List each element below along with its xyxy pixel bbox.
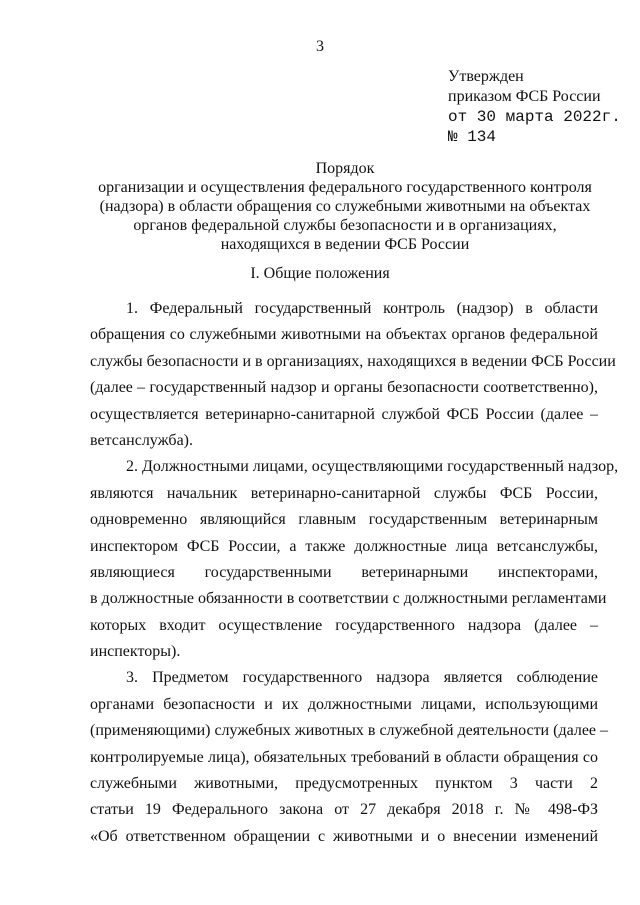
approval-line-order: приказом ФСБ России [448, 88, 601, 105]
title-line-3: (надзора) в области обращения со служебными животными на объектах [99, 198, 591, 215]
paragraph-line: инспекторы). [90, 643, 181, 661]
paragraph-line: органами безопасности и их должностными лицами, использующими [90, 695, 598, 713]
title-line-1: Порядок [315, 160, 375, 177]
paragraph-line: служебными животными, предусмотренных пунктом 3 части 2 [90, 775, 598, 793]
paragraph-line: (применяющими) служебных животных в служебной деятельности (далее – [90, 722, 609, 740]
paragraph-line: одновременно являющийся главным государственным ветеринарным [90, 511, 598, 529]
page-number: 3 [316, 38, 324, 55]
approval-stamp [448, 67, 621, 147]
approval-line-date: от 30 марта 2022г. [448, 108, 621, 126]
paragraph-1 [90, 296, 616, 454]
paragraph-line: ветсанслужба). [90, 431, 193, 449]
title-line-5: находящихся в ведении ФСБ России [220, 236, 470, 253]
title-line-4: органов федеральной службы безопасности и в организациях, [133, 217, 557, 234]
body-text [90, 296, 619, 850]
paragraph-line: обращения со служебными животными на объектах органов федеральной [90, 326, 598, 344]
paragraph-line: в должностные обязанности в соответствии с должностными регламентами [90, 590, 607, 608]
paragraph-line: являются начальник ветеринарно-санитарной службы ФСБ России, [90, 484, 598, 502]
title-line-2: организации и осуществления федерального государственного контроля [98, 179, 592, 196]
document-title [90, 159, 600, 254]
paragraph-line: которых входит осуществление государственного надзора (далее – [90, 616, 598, 634]
paragraph-line: «Об ответственном обращении с животными и о внесении изменений [90, 827, 598, 845]
approval-line-number: № 134 [448, 128, 497, 146]
paragraph-3 [90, 665, 609, 850]
paragraph-2 [90, 454, 619, 665]
paragraph-line: (далее – государственный надзор и органы безопасности соответственно), [90, 379, 598, 397]
paragraph-line: являющиеся государственными ветеринарными инспекторами, [90, 563, 598, 581]
paragraph-line: инспектором ФСБ России, а также должностные лица ветсанслужбы, [90, 537, 598, 555]
paragraph-line: осуществляется ветеринарно-санитарной службой ФСБ России (далее – [90, 405, 598, 423]
paragraph-line: службы безопасности и в организациях, находящихся в ведении ФСБ России [90, 352, 616, 370]
paragraph-line: 2. Должностными лицами, осуществляющими государственный надзор, [126, 458, 619, 476]
paragraph-line: 1. Федеральный государственный контроль (надзор) в области [126, 300, 598, 317]
paragraph-line: 3. Предметом государственного надзора является соблюдение [126, 669, 598, 687]
section-heading: I. Общие положения [250, 265, 390, 282]
paragraph-line: статьи 19 Федерального закона от 27 декабря 2018 г. № 498-ФЗ [90, 801, 598, 819]
approval-line-approved: Утвержден [448, 68, 524, 85]
paragraph-line: контролируемые лица), обязательных требований в области обращения со [90, 748, 598, 766]
